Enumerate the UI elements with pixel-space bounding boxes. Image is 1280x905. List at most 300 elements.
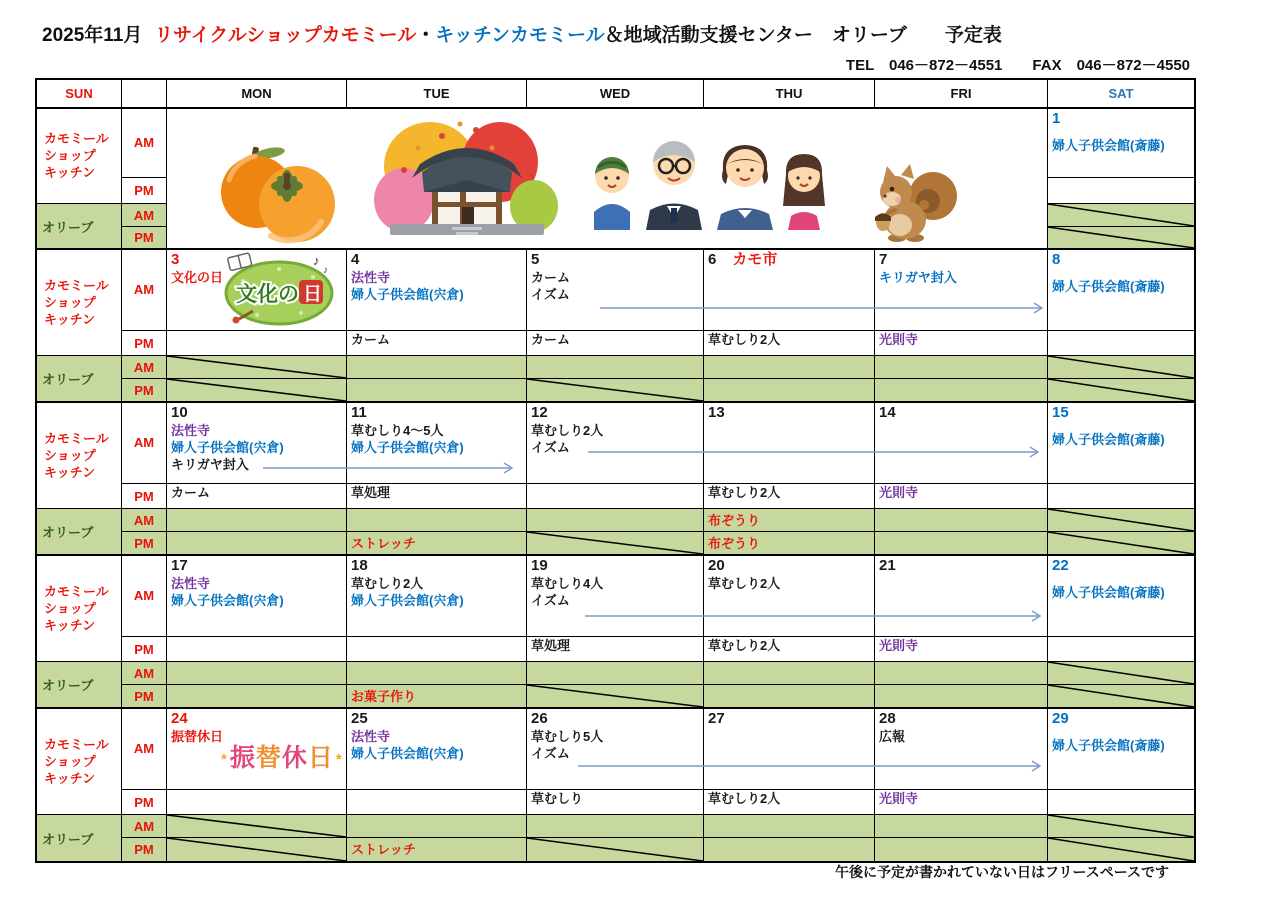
olive-cell-3-am (167, 356, 347, 379)
olive-cell-14-pm (875, 532, 1048, 555)
ampm-label-text: AM (133, 282, 155, 297)
facility-label-line: ショップ (44, 753, 96, 769)
olive-cell-29-am (1048, 815, 1194, 838)
crossed-out-diagonal (167, 815, 346, 837)
olive-cell-22-pm (1048, 685, 1194, 708)
schedule-entry: カーム (531, 332, 571, 347)
date-label (875, 555, 1047, 575)
kamomiru-pm-label (122, 331, 167, 356)
ampm-label-text: AM (133, 741, 155, 756)
ampm-label-text: AM (133, 818, 155, 834)
date-label (347, 708, 526, 728)
olive-cell-21-pm (875, 685, 1048, 708)
svg-text:♪: ♪ (313, 253, 320, 268)
svg-text:♪: ♪ (323, 265, 328, 276)
day-cell-15-pm (1048, 484, 1194, 509)
schedule-entry: 草むしり2人 (351, 576, 424, 591)
day-header-label: WED (599, 86, 631, 101)
olive-cell-7-pm (875, 379, 1048, 402)
ampm-label-text: AM (133, 135, 155, 150)
day-cell-25-am (347, 708, 527, 790)
olive-cell-14-am (875, 509, 1048, 532)
day-header-blank (122, 80, 167, 108)
olive-cell-18-pm (347, 685, 527, 708)
schedule-entry: イズム (531, 287, 570, 302)
ampm-label-text: PM (134, 230, 154, 245)
crossed-out-diagonal (167, 838, 346, 861)
facility-label-line: キッチン (44, 165, 96, 180)
date-label (527, 708, 703, 728)
olive-cell-18-am (347, 662, 527, 685)
olive-cell-5-pm (527, 379, 704, 402)
date-label (1048, 708, 1194, 728)
olive-label-text: オリーブ (42, 525, 94, 540)
schedule-entry: 光則寺 (879, 485, 919, 500)
olive-pm-label (122, 227, 167, 249)
schedule-entry: カーム (531, 270, 571, 285)
svg-text:日: 日 (303, 284, 323, 305)
day-cell-3-pm (167, 331, 347, 356)
olive-am-label (122, 356, 167, 379)
schedule-entry: 法性寺 (351, 270, 391, 285)
schedule-entry: 広報 (879, 729, 906, 744)
kamomiru-am-label (122, 555, 167, 637)
schedule-entry: 振替休日 (171, 729, 224, 744)
autumn-temple-illustration (372, 114, 562, 244)
schedule-entry: 婦人子供会館(斎藤) (1052, 138, 1165, 153)
olive-label-text: オリーブ (42, 219, 94, 235)
date-label (347, 249, 526, 269)
crossed-out-diagonal (1048, 838, 1194, 861)
olive-cell-17-am (167, 662, 347, 685)
day-cell-25-pm (347, 790, 527, 815)
day-header-label: TUE (423, 86, 450, 101)
schedule-entry: イズム (531, 440, 570, 455)
olive-cell-25-am (347, 815, 527, 838)
facility-label-kamomiru (37, 555, 122, 662)
date-label (167, 708, 346, 728)
kamomiru-pm-label (122, 484, 167, 509)
contact-line: TEL 046－872－4551 FAX 046－872－4550 (845, 57, 1190, 74)
facility-label-line: キッチン (44, 464, 96, 480)
day-cell-19-am (527, 555, 704, 637)
olive-cell-11-am (347, 509, 527, 532)
date-label (527, 249, 703, 269)
olive-cell-3-pm (167, 379, 347, 402)
schedule-entry: 婦人子供会館(斎藤) (1052, 432, 1165, 447)
olive-cell-13-am (704, 509, 875, 532)
date-label (1048, 555, 1194, 575)
date-number: 20 (708, 557, 725, 574)
day-cell-26-am (527, 708, 704, 790)
day-header-label: SAT (1108, 86, 1134, 101)
facility-label-line: カモミール (44, 277, 109, 293)
date-label (704, 555, 874, 575)
schedule-entry: カーム (351, 332, 391, 347)
schedule-entry: 婦人子供会館(宍倉) (351, 593, 464, 608)
olive-cell-24-pm (167, 838, 347, 861)
facility-label-olive (37, 815, 122, 861)
schedule-entry: 草処理 (531, 638, 571, 653)
schedule-entry: 草むしり4～5人 (351, 423, 444, 438)
schedule-entry: 婦人子供会館(宍倉) (351, 287, 464, 302)
date-number: 6 (708, 251, 717, 268)
facility-label-line: カモミール (44, 583, 109, 599)
page-title (42, 20, 1002, 47)
facility-label-line: カモミール (44, 736, 109, 752)
date-number: 27 (708, 710, 725, 727)
ampm-label-text: PM (134, 488, 154, 504)
date-label (527, 555, 703, 575)
title-month: 2025年11月 (42, 25, 143, 46)
date-number: 13 (708, 404, 725, 421)
schedule-entry: 法性寺 (171, 423, 211, 438)
olive-cell-15-pm (1048, 532, 1194, 555)
olive-cell-12-am (527, 509, 704, 532)
day-cell-12-pm (527, 484, 704, 509)
day-header-MON (167, 80, 347, 108)
day-header-SUN (37, 80, 122, 108)
day-cell-17-pm (167, 637, 347, 662)
date-number: 15 (1052, 404, 1069, 421)
date-label (704, 249, 874, 269)
olive-cell-24-am (167, 815, 347, 838)
day-cell-18-am (347, 555, 527, 637)
schedule-entry: 草むしり2人 (708, 791, 781, 806)
olive-cell-19-pm (527, 685, 704, 708)
olive-cell-10-am (167, 509, 347, 532)
schedule-entry: 婦人子供会館(宍倉) (351, 746, 464, 761)
date-number: 26 (531, 710, 548, 727)
olive-cell-27-am (704, 815, 875, 838)
olive-cell-7-am (875, 356, 1048, 379)
facility-label-line: ショップ (44, 447, 96, 463)
olive-schedule-entry: 布ぞうり (708, 536, 761, 551)
kamomiru-pm-label (122, 637, 167, 662)
day-cell-19-pm (527, 637, 704, 662)
date-label (167, 555, 346, 575)
date-label (167, 402, 346, 422)
day-cell-4-am (347, 249, 527, 331)
ampm-label-text: PM (134, 382, 154, 398)
day-cell-1-am (1048, 108, 1194, 178)
ampm-label-text: PM (134, 688, 154, 704)
day-cell-21-am (875, 555, 1048, 637)
facility-label-line: キッチン (44, 617, 96, 633)
schedule-entry: 草むしり2人 (708, 485, 781, 500)
crossed-out-diagonal (1048, 662, 1194, 684)
olive-cell-6-am (704, 356, 875, 379)
olive-schedule-entry: ストレッチ (351, 842, 416, 857)
day-header-label: THU (775, 86, 803, 101)
olive-label-text: オリーブ (42, 831, 94, 847)
day-cell-7-am (875, 249, 1048, 331)
day-cell-22-pm (1048, 637, 1194, 662)
date-label (875, 708, 1047, 728)
day-cell-5-pm (527, 331, 704, 356)
day-cell-1-pm (1048, 178, 1194, 204)
day-cell-13-pm (704, 484, 875, 509)
footer-note: 午後に予定が書かれていない日はフリースペースです (835, 864, 1170, 880)
ampm-label-text: PM (134, 641, 154, 657)
ampm-label-text: PM (134, 794, 154, 810)
date-label (1048, 402, 1194, 422)
ampm-label-text: AM (133, 588, 155, 603)
day-cell-12-am (527, 402, 704, 484)
schedule-entry: 法性寺 (351, 729, 391, 744)
svg-text:文化の: 文化の (236, 283, 299, 306)
olive-cell-17-pm (167, 685, 347, 708)
olive-pm-label (122, 685, 167, 708)
schedule-entry: 草処理 (351, 485, 391, 500)
olive-pm-label (122, 379, 167, 402)
olive-label-text: オリーブ (42, 678, 94, 693)
schedule-entry: 草むしり2人 (708, 638, 781, 653)
ampm-label-text: AM (133, 512, 155, 528)
schedule-entry: 婦人子供会館(宍倉) (171, 440, 284, 455)
day-header-label: MON (241, 86, 272, 101)
date-label (347, 402, 526, 422)
date-number: 10 (171, 404, 188, 421)
olive-cell-29-pm (1048, 838, 1194, 861)
day-cell-15-am (1048, 402, 1194, 484)
olive-cell-5-am (527, 356, 704, 379)
schedule-entry: 光則寺 (879, 791, 919, 806)
day-cell-5-am (527, 249, 704, 331)
day-cell-6-pm (704, 331, 875, 356)
date-number: 22 (1052, 557, 1069, 574)
schedule-entry: 草むしり2人 (708, 576, 781, 591)
facility-label-olive (37, 356, 122, 402)
kamomiru-am-label (122, 249, 167, 331)
day-header-TUE (347, 80, 527, 108)
schedule-entry: 光則寺 (879, 638, 919, 653)
date-label (1048, 108, 1194, 128)
day-cell-6-am (704, 249, 875, 331)
day-cell-24-am (167, 708, 347, 790)
facility-label-line: カモミール (44, 131, 109, 146)
date-label (347, 555, 526, 575)
day-cell-4-pm (347, 331, 527, 356)
crossed-out-diagonal (1048, 379, 1194, 401)
olive-cell-1-pm (1048, 227, 1194, 249)
schedule-entry: イズム (531, 593, 570, 608)
olive-am-label (122, 662, 167, 685)
ampm-label-text: AM (133, 665, 155, 681)
schedule-entry: キリガヤ封入 (171, 457, 249, 472)
day-cell-24-pm (167, 790, 347, 815)
crossed-out-diagonal (527, 379, 703, 401)
day-cell-28-pm (875, 790, 1048, 815)
ampm-label-text: AM (133, 435, 155, 450)
kamomiru-pm-label (122, 790, 167, 815)
day-cell-10-pm (167, 484, 347, 509)
calendar-table (35, 78, 1196, 863)
schedule-entry: 婦人子供会館(斎藤) (1052, 585, 1165, 600)
crossed-out-diagonal (1048, 815, 1194, 837)
crossed-out-diagonal (1048, 204, 1194, 226)
day-cell-27-pm (704, 790, 875, 815)
olive-cell-15-am (1048, 509, 1194, 532)
facility-label-olive (37, 662, 122, 708)
day-cell-14-pm (875, 484, 1048, 509)
date-number: 8 (1052, 251, 1061, 268)
facility-label-line: キッチン (44, 311, 96, 327)
date-number: 3 (171, 251, 180, 268)
olive-cell-19-am (527, 662, 704, 685)
day-cell-17-am (167, 555, 347, 637)
crossed-out-diagonal (1048, 532, 1194, 554)
facility-label-kamomiru (37, 402, 122, 509)
day-header-label: SUN (65, 86, 93, 101)
facility-label-kamomiru (37, 708, 122, 815)
day-cell-8-am (1048, 249, 1194, 331)
schedule-entry: 草むしり4人 (531, 576, 604, 591)
olive-cell-8-am (1048, 356, 1194, 379)
day-cell-28-am (875, 708, 1048, 790)
date-number: 24 (171, 710, 188, 727)
ampm-label-text: PM (134, 535, 154, 551)
day-cell-20-am (704, 555, 875, 637)
facility-label-line: ショップ (44, 600, 96, 616)
date-label (704, 708, 874, 728)
date-number: 21 (879, 557, 896, 574)
olive-am-label (122, 815, 167, 838)
day-cell-13-am (704, 402, 875, 484)
day-cell-11-am (347, 402, 527, 484)
olive-label-text: オリーブ (42, 372, 94, 387)
date-number: 29 (1052, 710, 1069, 727)
olive-schedule-entry: 布ぞうり (708, 513, 761, 528)
schedule-entry: 文化の日 (171, 270, 224, 285)
olive-cell-21-am (875, 662, 1048, 685)
date-number: 19 (531, 557, 548, 574)
schedule-entry: 婦人子供会館(斎藤) (1052, 279, 1165, 294)
olive-cell-8-pm (1048, 379, 1194, 402)
schedule-entry: 法性寺 (171, 576, 211, 591)
title-separator: ・ (416, 25, 436, 46)
olive-cell-28-am (875, 815, 1048, 838)
day-cell-11-pm (347, 484, 527, 509)
title-shop-name: リサイクルショップカモミール (154, 25, 417, 46)
ampm-label-text: PM (134, 183, 154, 198)
crossed-out-diagonal (1048, 685, 1194, 707)
olive-cell-28-pm (875, 838, 1048, 861)
ampm-label-text: AM (133, 207, 155, 223)
date-label (527, 402, 703, 422)
event-highlight: カモ市 (732, 251, 778, 268)
date-number: 28 (879, 710, 896, 727)
schedule-entry: 婦人子供会館(宍倉) (351, 440, 464, 455)
facility-label-kamomiru (37, 108, 122, 204)
olive-cell-4-am (347, 356, 527, 379)
date-label (875, 402, 1047, 422)
facility-label-line: ショップ (44, 148, 96, 163)
day-header-label: FRI (950, 86, 972, 101)
seasonal-illustrations-cell (167, 108, 1048, 249)
olive-cell-4-pm (347, 379, 527, 402)
olive-cell-20-pm (704, 685, 875, 708)
crossed-out-diagonal (527, 838, 703, 861)
date-number: 12 (531, 404, 548, 421)
day-cell-8-pm (1048, 331, 1194, 356)
facility-label-olive (37, 204, 122, 249)
schedule-entry: 婦人子供会館(斎藤) (1052, 738, 1165, 753)
olive-schedule-entry: ストレッチ (351, 536, 416, 551)
date-number: 11 (351, 404, 367, 421)
day-header-WED (527, 80, 704, 108)
schedule-entry: イズム (531, 746, 570, 761)
facility-label-line: キッチン (44, 770, 96, 786)
day-header-FRI (875, 80, 1048, 108)
title-kitchen-name: キッチンカモミール (435, 25, 605, 46)
schedule-entry: 草むしり5人 (531, 729, 604, 744)
kamomiru-am-label (122, 402, 167, 484)
olive-schedule-entry: お菓子作り (351, 689, 417, 704)
day-header-THU (704, 80, 875, 108)
olive-am-label (122, 204, 167, 227)
olive-cell-6-pm (704, 379, 875, 402)
date-number: 7 (879, 251, 888, 268)
schedule-entry: 草むしり2人 (531, 423, 604, 438)
olive-cell-1-am (1048, 204, 1194, 227)
day-cell-7-pm (875, 331, 1048, 356)
day-cell-18-pm (347, 637, 527, 662)
facility-label-line: ショップ (44, 294, 96, 310)
schedule-entry: 婦人子供会館(宍倉) (171, 593, 284, 608)
day-cell-21-pm (875, 637, 1048, 662)
ampm-label-text: AM (133, 359, 155, 375)
family-illustration (582, 112, 852, 235)
date-number: 5 (531, 251, 540, 268)
day-cell-29-pm (1048, 790, 1194, 815)
day-cell-27-am (704, 708, 875, 790)
schedule-entry: 光則寺 (879, 332, 919, 347)
schedule-entry: 草むしり (531, 791, 584, 806)
crossed-out-diagonal (167, 379, 346, 401)
crossed-out-diagonal (1048, 356, 1194, 378)
date-number: 18 (351, 557, 368, 574)
olive-cell-26-am (527, 815, 704, 838)
olive-cell-11-pm (347, 532, 527, 555)
schedule-entry: カーム (171, 485, 211, 500)
olive-cell-20-am (704, 662, 875, 685)
olive-cell-26-pm (527, 838, 704, 861)
crossed-out-diagonal (1048, 509, 1194, 531)
persimmons-illustration (215, 140, 345, 249)
crossed-out-diagonal (1048, 227, 1194, 248)
day-cell-22-am (1048, 555, 1194, 637)
date-number: 4 (351, 251, 360, 268)
olive-cell-22-am (1048, 662, 1194, 685)
kamomiru-am-label (122, 708, 167, 790)
olive-cell-25-pm (347, 838, 527, 861)
olive-cell-10-pm (167, 532, 347, 555)
date-label (875, 249, 1047, 269)
facility-label-olive (37, 509, 122, 555)
day-cell-20-pm (704, 637, 875, 662)
crossed-out-diagonal (527, 685, 703, 707)
schedule-entry: キリガヤ封入 (879, 270, 957, 285)
kamomiru-am-label (122, 108, 167, 178)
facility-label-kamomiru (37, 249, 122, 356)
date-number: 14 (879, 404, 896, 421)
date-number: 25 (351, 710, 368, 727)
squirrel-illustration (867, 158, 962, 251)
schedule-entry: 草むしり2人 (708, 332, 781, 347)
day-cell-29-am (1048, 708, 1194, 790)
kamomiru-pm-label (122, 178, 167, 204)
